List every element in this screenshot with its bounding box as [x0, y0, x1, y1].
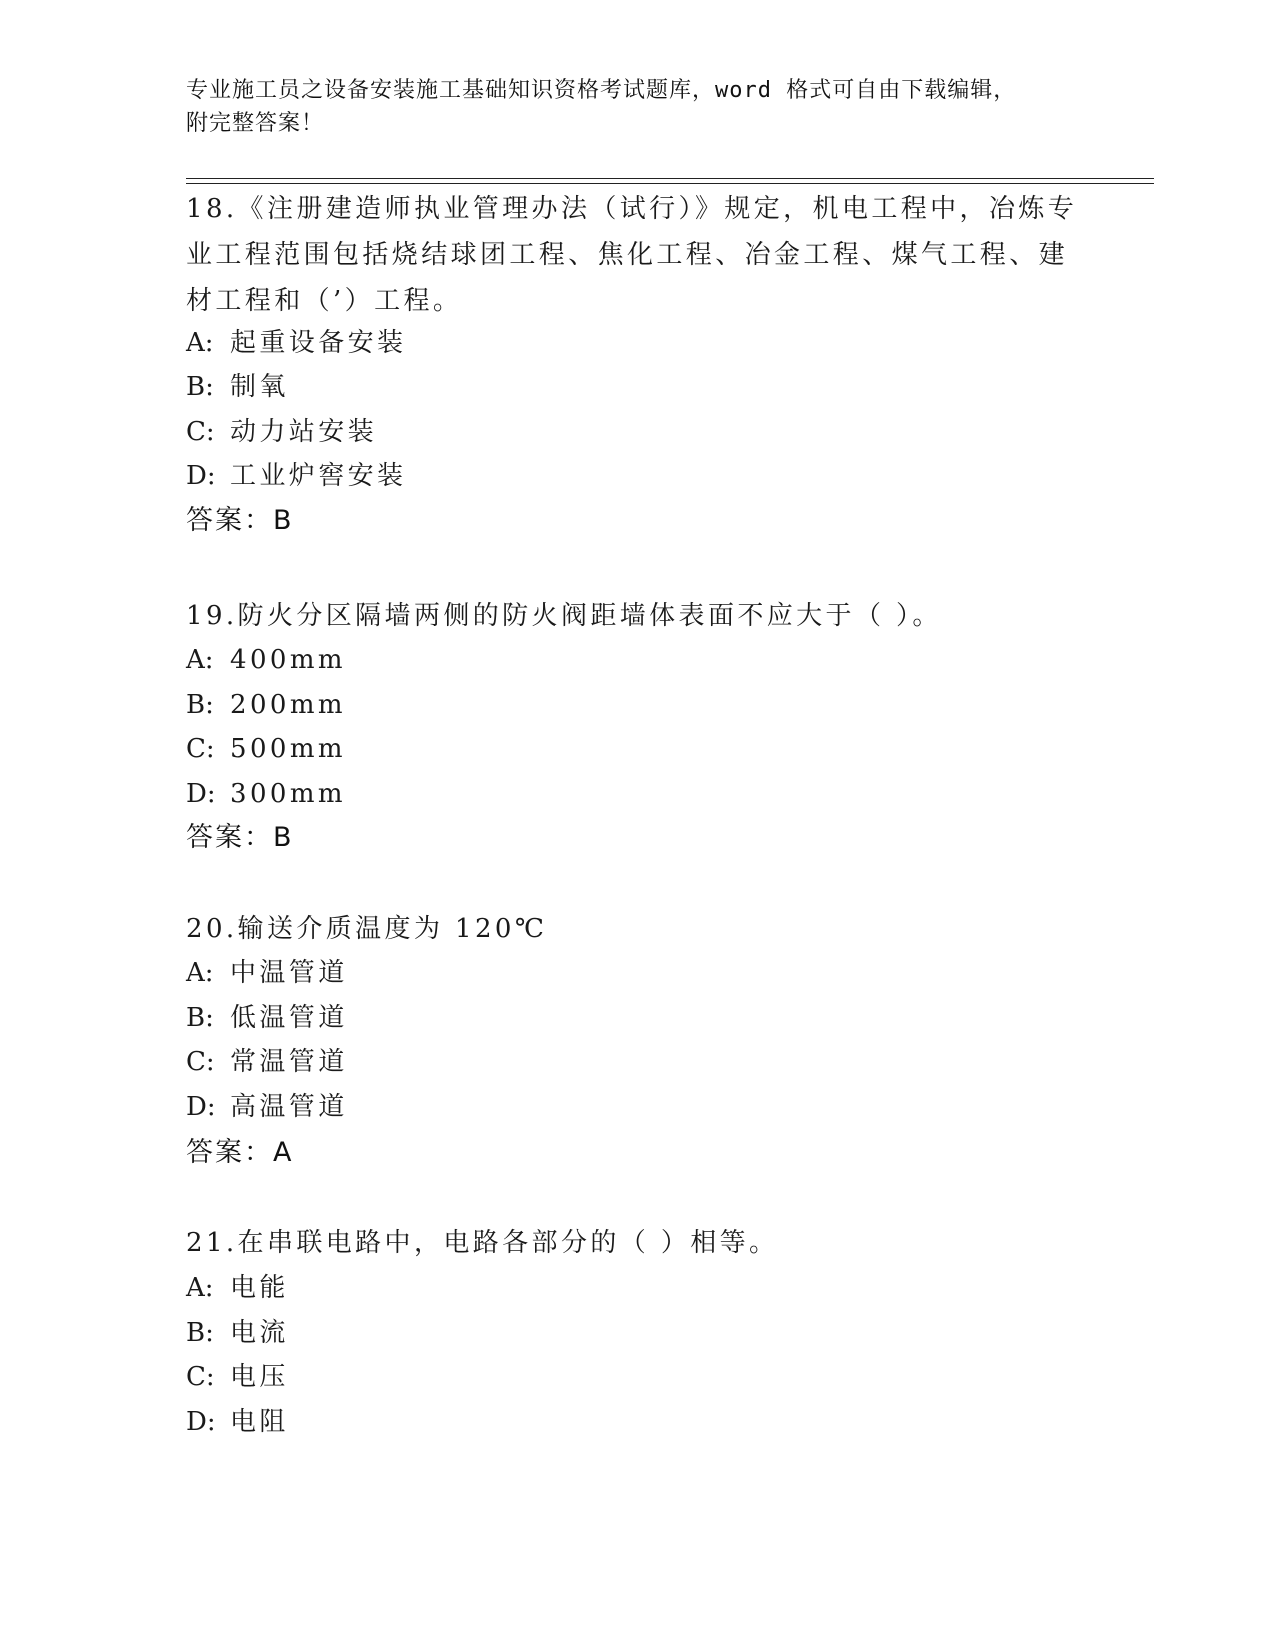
question-21-option-b	[186, 1316, 289, 1350]
option-text: 动力站安装	[230, 417, 378, 447]
option-text: 电阻	[230, 1407, 289, 1437]
question-18-option-c	[186, 415, 377, 449]
question-20-line-1: 20.输送介质温度为 120℃	[186, 914, 548, 944]
option-text: 电流	[230, 1318, 289, 1348]
question-21-option-a	[186, 1271, 289, 1305]
option-text: 低温管道	[230, 1003, 348, 1033]
question-19-line-1: 19.防火分区隔墙两侧的防火阀距墙体表面不应大于（ ）。	[186, 601, 942, 631]
option-letter: D:	[186, 461, 216, 491]
header-divider-top	[186, 178, 1154, 179]
header-line-1: 专业施工员之设备安装施工基础知识资格考试题库，word 格式可自由下载编辑，	[186, 78, 1017, 103]
question-18-option-b	[186, 370, 289, 404]
option-text: 电能	[230, 1273, 289, 1303]
question-20-text	[186, 906, 547, 952]
question-19-text	[186, 593, 942, 639]
option-letter: D:	[186, 1407, 216, 1437]
question-21-option-c	[186, 1360, 289, 1394]
option-letter: B:	[186, 372, 214, 402]
option-text: 制氧	[230, 372, 289, 402]
option-letter: A:	[186, 645, 214, 675]
question-19-option-d	[186, 777, 346, 811]
question-18-option-d	[186, 459, 406, 493]
question-21-line-1: 21.在串联电路中，电路各部分的（ ）相等。	[186, 1228, 779, 1258]
question-20-option-c	[186, 1045, 348, 1079]
question-21-option-d	[186, 1405, 289, 1439]
question-20-option-d	[186, 1090, 348, 1124]
header-divider-bottom	[186, 183, 1154, 184]
question-18-line-2: 业工程范围包括烧结球团工程、焦化工程、冶金工程、煤气工程、建	[186, 240, 1069, 270]
option-letter: A:	[186, 958, 214, 988]
question-19-answer: 答案：B	[186, 822, 294, 853]
option-letter: C:	[186, 1047, 215, 1077]
option-text: 高温管道	[230, 1092, 348, 1122]
option-text: 200mm	[230, 690, 346, 720]
question-18-text	[186, 186, 1077, 324]
question-20-option-a	[186, 956, 348, 990]
option-letter: D:	[186, 779, 216, 809]
option-letter: B:	[186, 1318, 214, 1348]
option-text: 电压	[230, 1362, 289, 1392]
option-letter: C:	[186, 734, 215, 764]
option-letter: B:	[186, 690, 214, 720]
option-letter: C:	[186, 1362, 215, 1392]
question-19-option-c	[186, 732, 346, 766]
document-header	[186, 74, 1086, 140]
option-text: 工业炉窖安装	[230, 461, 407, 491]
question-18-line-1: 18.《注册建造师执业管理办法（试行）》规定，机电工程中，冶炼专	[186, 194, 1078, 224]
question-18-answer: 答案：B	[186, 505, 294, 536]
option-letter: A:	[186, 328, 214, 358]
option-text: 中温管道	[230, 958, 348, 988]
question-20-answer: 答案：A	[186, 1137, 294, 1168]
option-letter: D:	[186, 1092, 216, 1122]
question-19-option-b	[186, 688, 346, 722]
option-text: 300mm	[230, 779, 346, 809]
option-letter: B:	[186, 1003, 214, 1033]
option-text: 起重设备安装	[230, 328, 407, 358]
option-text: 常温管道	[230, 1047, 348, 1077]
option-text: 400mm	[230, 645, 346, 675]
option-text: 500mm	[230, 734, 346, 764]
question-18-line-3: 材工程和（’）工程。	[186, 286, 463, 316]
question-19-option-a	[186, 643, 346, 677]
question-18-option-a	[186, 326, 406, 360]
question-21-text	[186, 1220, 778, 1266]
option-letter: C:	[186, 417, 215, 447]
question-20-option-b	[186, 1001, 348, 1035]
option-letter: A:	[186, 1273, 214, 1303]
header-line-2: 附完整答案！	[186, 111, 325, 136]
